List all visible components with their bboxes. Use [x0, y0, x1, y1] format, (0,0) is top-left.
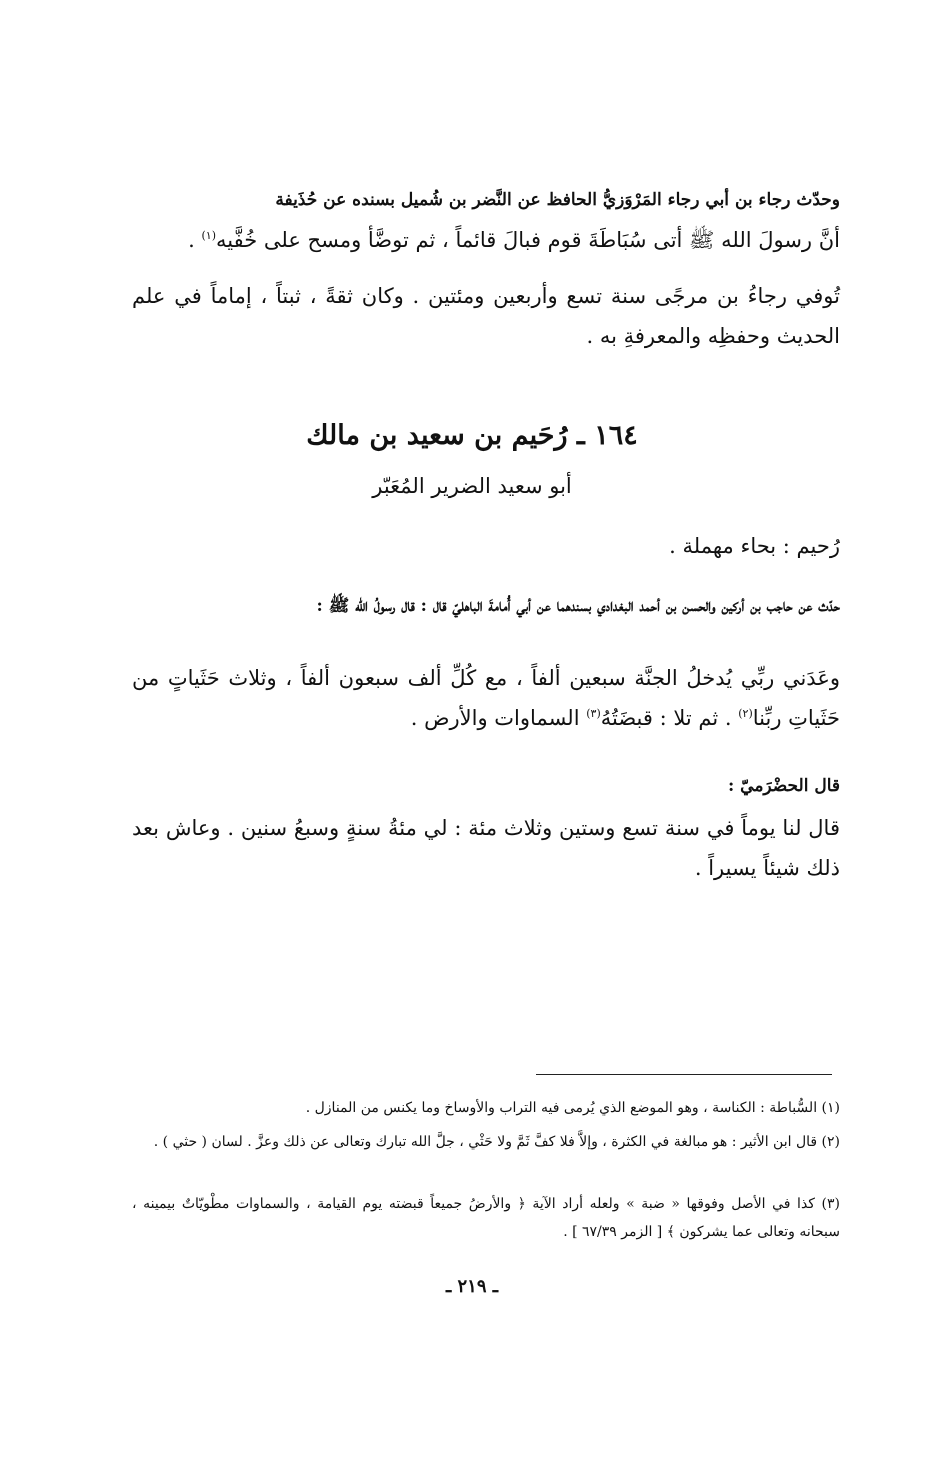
entry-kunya: أبو سعيد الضرير المُعَبّر: [372, 474, 572, 498]
narration-hudhayfa: وحدّث رجاء بن أبي رجاء المَرْوَزيُّ الحافظ عن النَّضر بن شُميل بسنده عن حُذَيفة: [275, 190, 840, 210]
hadith-part-2: . ثم تلا : قبضَتُهُ: [600, 706, 739, 730]
hadith-text: أنَّ رسولَ الله ﷺ أتى سُبَاطَةَ قوم فبالَ قائماً ، ثم توضَّأ ومسح على خُفَّيه: [216, 228, 840, 252]
hadrami-report: قال لنا يوماً في سنة تسع وستين وثلاث مئة : لي مئةُ سنةٍ وسبعُ سنين . وعاش بعد ذلك شيئاً يسيراً .: [132, 816, 840, 880]
footnote-3: (٣) كذا في الأصل وفوقها « ضبة » ولعله أراد الآية ﴿ والأرضُ جميعاً قبضته يوم القيامة ، والسماوات مطْويّاتٌ بيمينه ، سبحانه وتعالى عما يشركون ﴾ [ الزمر ٦٧/٣٩ ] .: [132, 1196, 840, 1240]
hadith-text-end: .: [188, 228, 202, 252]
footnote-ref-1[interactable]: (١): [201, 229, 217, 242]
page-number: ـ ٢١٩ ـ: [445, 1276, 499, 1297]
entry-heading: ١٦٤ ـ رُحَيم بن سعيد بن مالك: [306, 420, 638, 451]
footnote-2: (٢) قال ابن الأثير : هو مبالغة في الكثرة ، وإلاَّ فلا كفَّ ثَمَّ ولا حَثْي ، جلَّ الله تبارك وتعالى عن ذلك وعزَّ . لسان ( حثي ) .: [153, 1134, 840, 1150]
footnote-separator: [536, 1074, 832, 1075]
hadith-subata: [132, 220, 840, 260]
hadith-part-3: السماوات والأرض .: [410, 706, 587, 730]
footnote-ref-2[interactable]: (٢): [738, 707, 753, 720]
narration-abu-umama: حدّث عن حاجب بن أركين والحسن بن أحمد البغدادي بسندهما عن أبي أُمامةَ الباهليّ قال : قال رسولُ الله ﷺ :: [316, 596, 840, 616]
hadrami-label: قال الحضْرَميّ :: [727, 776, 840, 796]
footnote-1: (١) السُّباطة : الكناسة ، وهو الموضع الذي يُرمى فيه التراب والأوساخ وما يكنس من المنازل .: [305, 1100, 840, 1116]
footnote-ref-3[interactable]: (٣): [586, 707, 601, 720]
hadith-hathayat: [132, 658, 840, 738]
hadith-part-1: وعَدَني ربِّي يُدخلُ الجنَّة سبعين ألفاً ، مع كُلِّ ألف سبعون ألفاً ، وثلاث حَثَياتٍ من حَثَياتِ ربِّنا: [132, 666, 840, 730]
name-spelling-note: رُحيم : بحاء مهملة .: [669, 534, 840, 558]
biography-raja: تُوفي رجاءُ بن مرجًى سنة تسع وأربعين ومئتين . وكان ثقةً ، ثبتاً ، إماماً في علم الحديث وحفظِه والمعرفةِ به .: [132, 284, 840, 348]
